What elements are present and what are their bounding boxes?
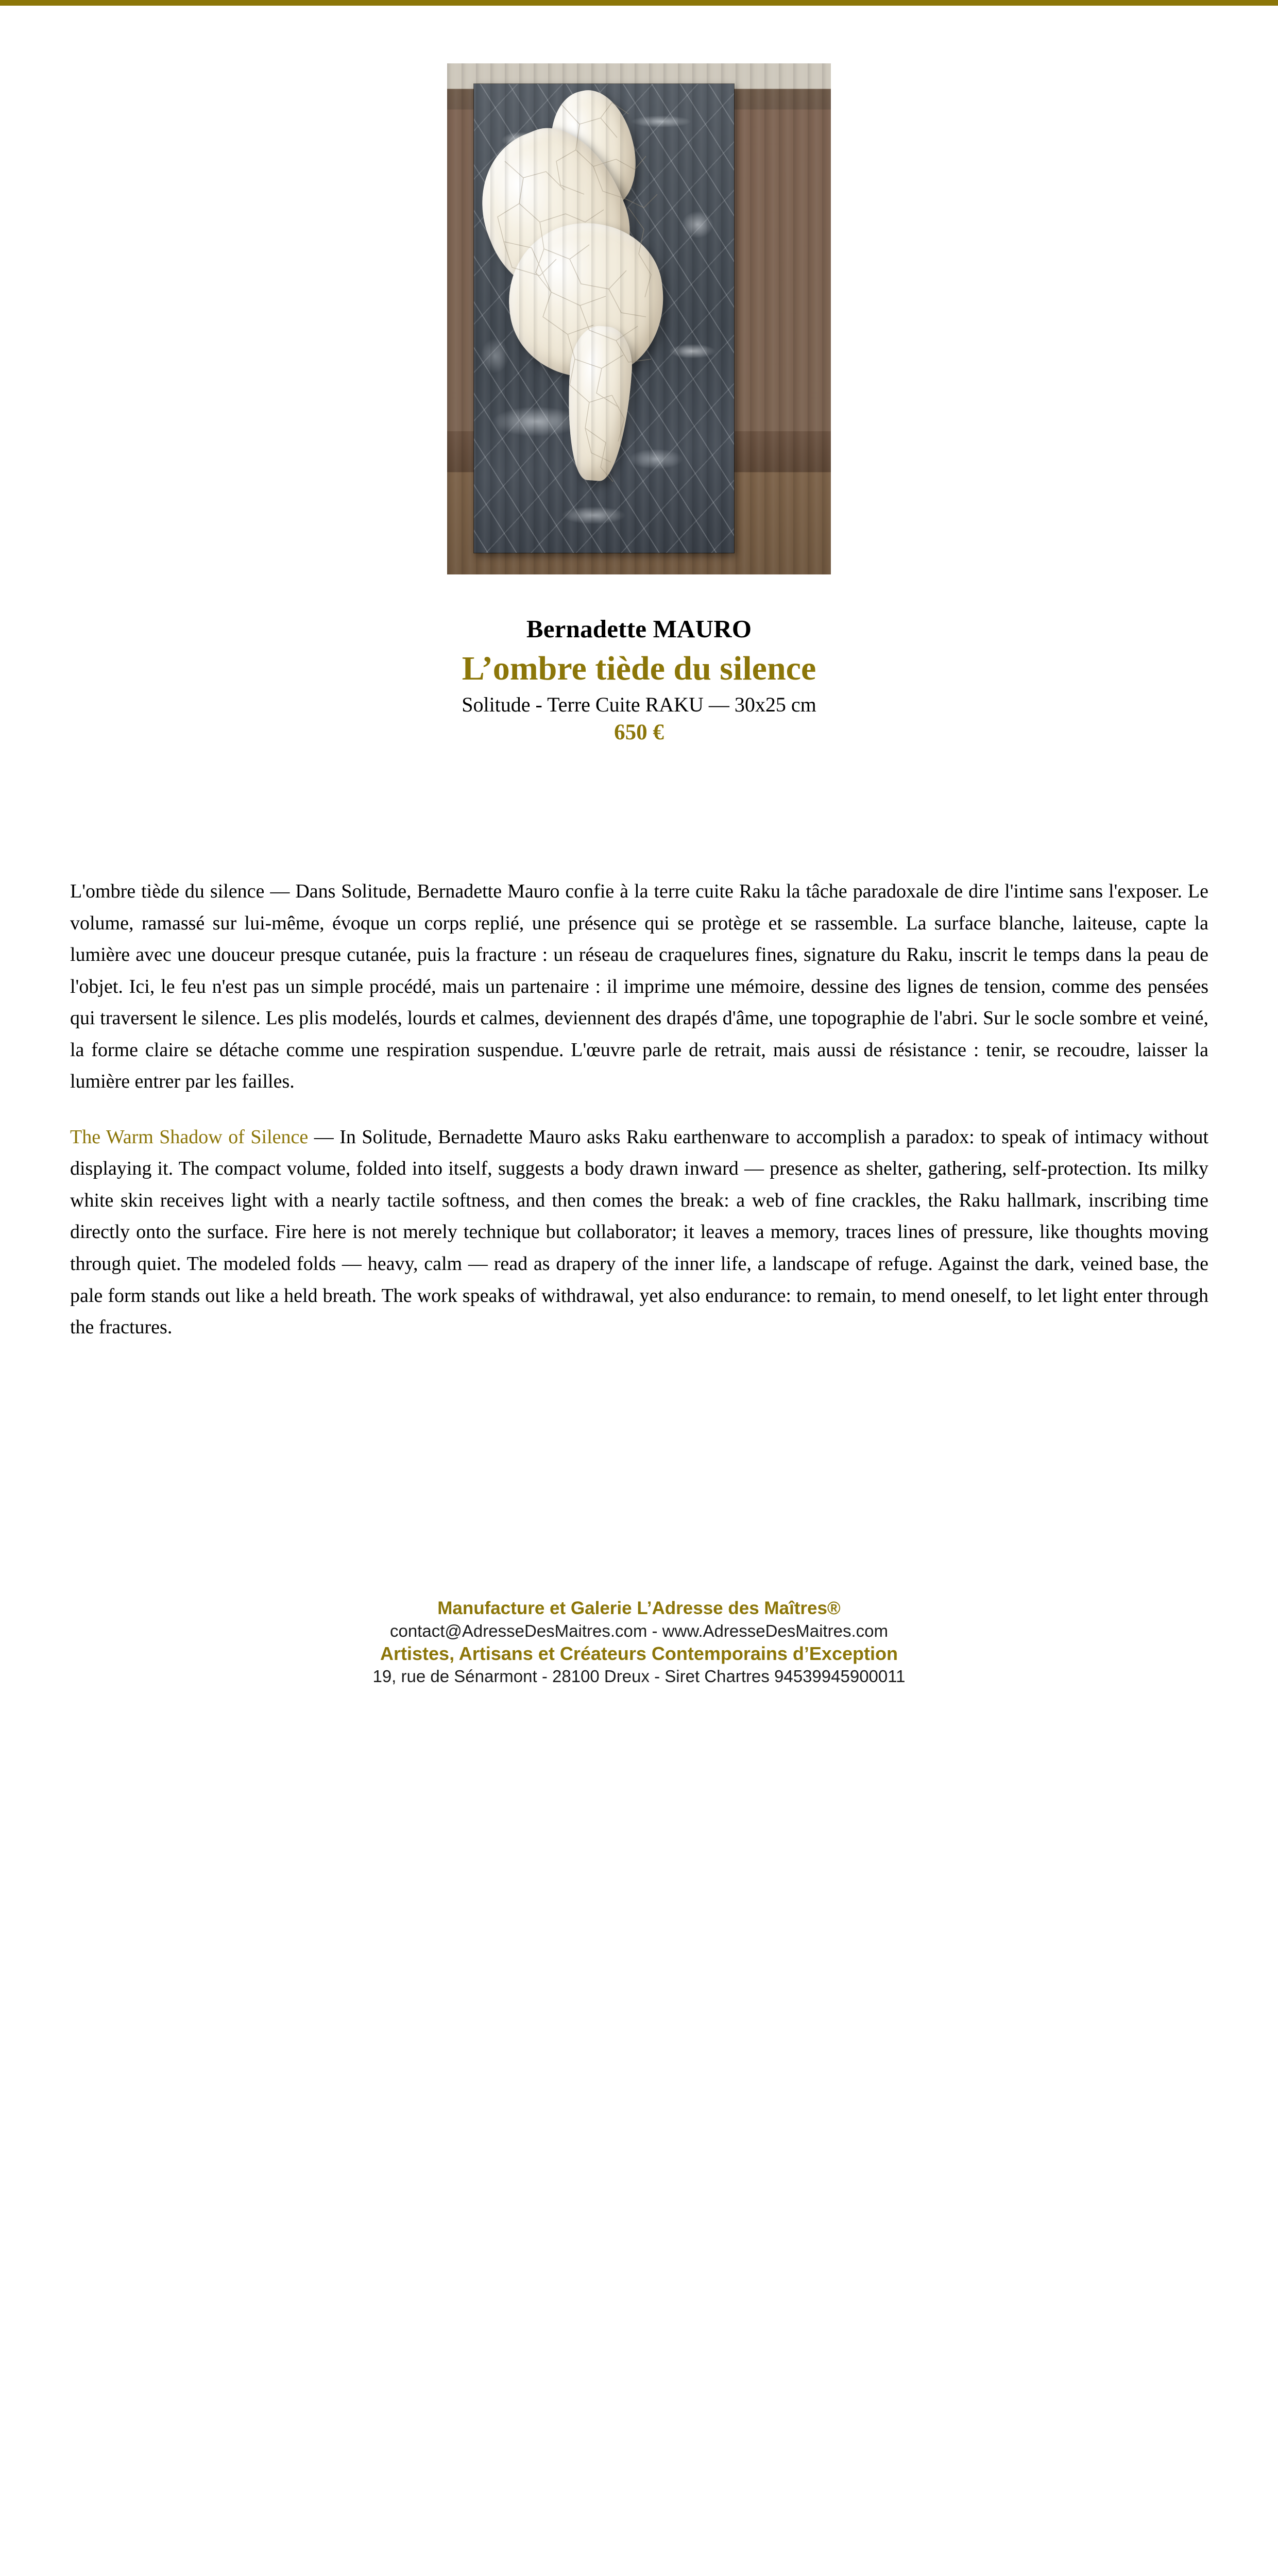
footer-company: Manufacture et Galerie L’Adresse des Maîtres® bbox=[437, 1598, 841, 1618]
page-footer bbox=[0, 1597, 1278, 1752]
description-french: L'ombre tiède du silence — Dans Solitude, Bernadette Mauro confie à la terre cuite Raku la tâche paradoxale de dire l'intime sans l'exposer. Le volume, ramassé sur lui-même, évoque un corps replié, une présence qui se protège et se rassemble. La surface blanche, laiteuse, capte la lumière avec une douceur presque cutanée, puis la fracture : un réseau de craquelures fines, signature du Raku, inscrit le temps dans la peau de l'objet. Ici, le feu n'est pas un simple procédé, mais un partenaire : il imprime une mémoire, dessine des lignes de tension, comme des pensées qui traversent le silence. Les plis modelés, lourds et calmes, deviennent des drapés d'âme, une topographie de l'abri. Sur le socle sombre et veiné, la forme claire se détache comme une respiration suspendue. L'œuvre parle de retrait, mais aussi de résistance : tenir, se recoudre, laisser la lumière entrer par les failles. bbox=[70, 880, 1208, 1093]
artwork-photo bbox=[447, 63, 831, 574]
footer-tagline: Artistes, Artisans et Créateurs Contemporains d’Exception bbox=[380, 1643, 898, 1665]
title-block bbox=[0, 616, 1278, 745]
raku-sculpture bbox=[474, 84, 734, 553]
top-gold-rule bbox=[0, 0, 1278, 6]
footer-address: 19, rue de Sénarmont - 28100 Dreux - Siret Chartres 94539945900011 bbox=[372, 1667, 906, 1686]
footer-text-block bbox=[0, 1597, 1278, 1687]
english-body-text: — In Solitude, Bernadette Mauro asks Raku earthenware to accomplish a paradox: to speak of intimacy without displaying it. The compact volume, folded into itself, suggests a body drawn inward — presence as shelter, gathering, self-protection. Its milky white skin receives light with a nearly tactile softness, and then comes the break: a web of fine crackles, the Raku hallmark, inscribing time directly onto the surface. Fire here is not merely technique but collaborator; it leaves a memory, traces lines of pressure, like thoughts moving through quiet. The modeled folds — heavy, calm — read as drapery of the inner life, a landscape of refuge. Against the dark, veined base, the pale form stands out like a held breath. The work speaks of withdrawal, yet also endurance: to remain, to mend oneself, to let light enter through the fractures. bbox=[70, 1126, 1208, 1338]
description-english bbox=[70, 1122, 1208, 1344]
english-lead-title: The Warm Shadow of Silence bbox=[70, 1126, 309, 1148]
artist-name: Bernadette MAURO bbox=[526, 615, 752, 643]
description-block bbox=[70, 876, 1208, 1344]
photo-backdrop bbox=[447, 63, 831, 574]
artwork-subtitle: Solitude - Terre Cuite RAKU — 30x25 cm bbox=[462, 693, 816, 717]
marble-base bbox=[474, 84, 734, 553]
artwork-price: 650 € bbox=[614, 720, 664, 745]
artwork-title: L’ombre tiède du silence bbox=[462, 650, 816, 687]
footer-contact[interactable]: contact@AdresseDesMaitres.com - www.AdresseDesMaitres.com bbox=[390, 1621, 888, 1640]
